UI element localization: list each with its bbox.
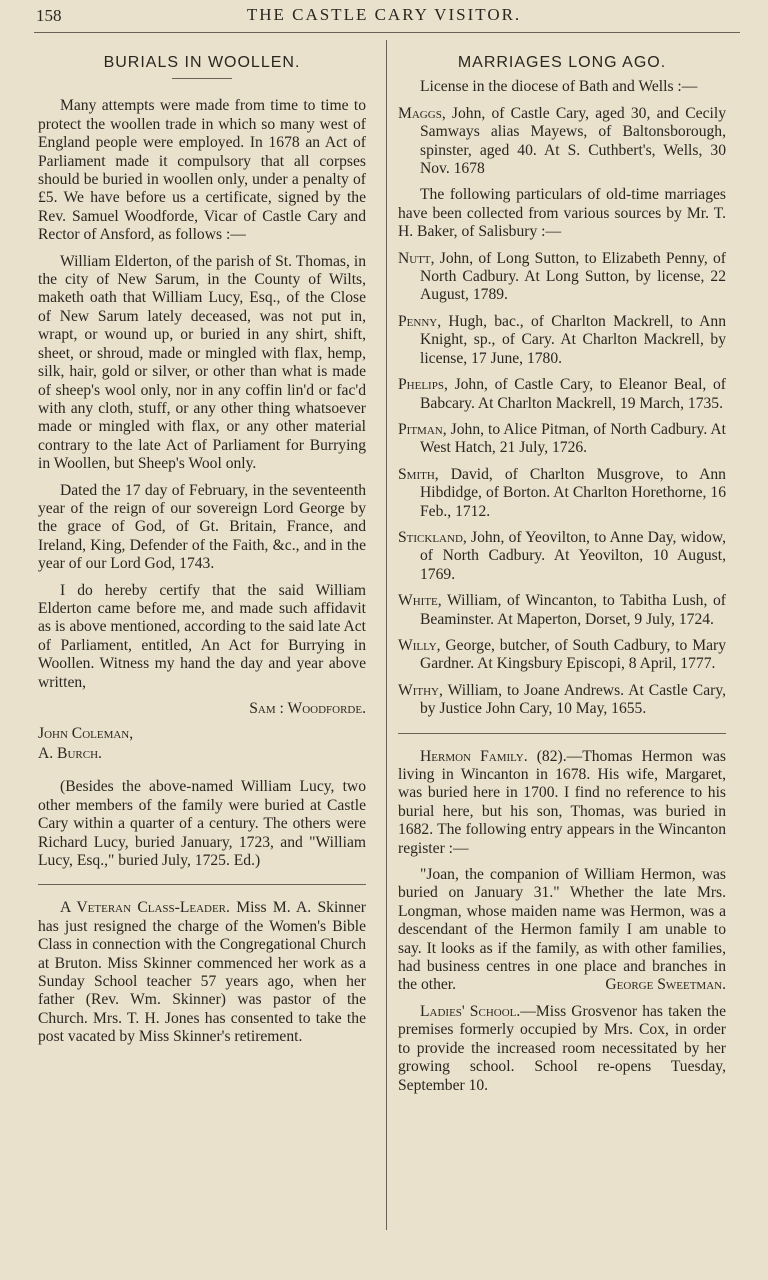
- entry-surname: White,: [398, 592, 442, 610]
- entry-text: David, of Charlton Musgrove, to Ann Hibdidge, of Borton. At Charlton Horethorne, 16 Feb., 1712.: [420, 465, 726, 520]
- entry-text: John, of Castle Cary, aged 30, and Cecily Samways alias Mayews, of Baltonsborough, spinster, aged 40. At S. Cuthbert's, Wells, 30 Nov. 1678: [420, 104, 726, 178]
- veteran-lead: A Veteran Class-Leader.: [60, 899, 230, 917]
- left-column: [38, 40, 366, 1055]
- woodforde-signature: Sam : Woodforde.: [249, 700, 366, 717]
- hermon-text-2: "Joan, the companion of William Hermon, was buried on January 31." Whether the late Mrs. Longman, whose maiden name was Hermon, was a descendant of the Hermon family I am unable to say. It looks as if the family, as with other families, had business centres in one place and branches in the other.: [398, 866, 726, 994]
- running-title: THE CASTLE CARY VISITOR.: [246, 5, 522, 24]
- marriages-intro: License in the diocese of Bath and Wells :—: [420, 78, 698, 96]
- marriage-entry: [398, 466, 726, 521]
- page-number: 158: [36, 6, 62, 25]
- hermon-paragraph-2: [398, 866, 726, 995]
- sweetman-signature: George Sweetman.: [605, 976, 726, 994]
- witness-burch: A. Burch.: [38, 745, 102, 763]
- entry-text: William, of Wincanton, to Tabitha Lush, of Beaminster. At Maperton, Dorset, 9 July, 1724.: [420, 592, 726, 628]
- marriage-entry: [398, 313, 726, 368]
- burials-oath: William Elderton, of the parish of St. Thomas, in the city of New Sarum, in the County of Wilts, maketh oath that William Lucy, Esq., of the Close of New Sarum lately deceased, was not put in, wrapt, or wound up, or buried in any shirt, shift, sheet, or shroud, made or mingled with flax, hemp, silk, hair, gold or silver, or other than what is made of sheep's wool only, nor in any coffin lin'd or fac'd with any cloth, stuff, or any other thing whatsoever made or mingled with flax, or any other material contrary to the late Act of Parliament for Burrying in Woollen, but Sheep's Wool only.: [38, 252, 366, 473]
- marriage-entry: [398, 250, 726, 305]
- entry-text: John, of Castle Cary, to Eleanor Beal, of Babcary. At Charlton Mackrell, 19 March, 1735.: [420, 376, 727, 412]
- entry-text: John, to Alice Pitman, of North Cadbury. At West Hatch, 21 July, 1726.: [420, 420, 726, 457]
- entry-surname: Smith,: [398, 465, 439, 483]
- veteran-paragraph: [38, 899, 366, 1046]
- editor-note: (Besides the above-named William Lucy, two other members of the family were buried at Castle Cary within a quarter of a century. The others were Richard Lucy, buried January, 1723, and "William Lucy, Esq.," buried July, 1725. Ed.): [38, 778, 366, 870]
- entry-surname: Willy,: [398, 636, 441, 654]
- ladies-lead: Ladies' School.: [420, 1002, 521, 1020]
- hermon-text: (82).—Thomas Hermon was living in Wincanton in 1678. His wife, Margaret, was buried here in 1700. I find no reference to his burial here, but his son, Thomas, was buried in 1682. The following entry appears in the Wincanton register :—: [398, 747, 727, 857]
- heading-ornament-rule: [172, 78, 232, 79]
- veteran-text: Miss M. A. Skinner has just resigned the charge of the Women's Bible Class in connection with the Congregational Church at Bruton. Miss Skinner commenced her work as a Sunday School teacher 57 years ago, when her father (Rev. Wm. Skinner) was pastor of the Church. Mrs. T. H. Jones has consented to take the post vacated by Miss Skinner's retirement.: [38, 899, 366, 1046]
- entry-surname: Stickland,: [398, 528, 467, 546]
- marriage-entry: [398, 529, 726, 584]
- witness-coleman: John Coleman,: [38, 725, 134, 743]
- column-divider: [386, 40, 387, 1230]
- right-column: [398, 40, 726, 1103]
- entry-surname: Pitman,: [398, 420, 447, 438]
- entry-surname: Phelips,: [398, 376, 448, 394]
- entry-text: John, of Yeovilton, to Anne Day, widow, of North Cadbury. At Yeovilton, 10 August, 1769.: [420, 528, 726, 583]
- marriage-entry: [398, 592, 726, 629]
- marriage-entry: [398, 637, 726, 674]
- entry-text: John, of Long Sutton, to Elizabeth Penny, of North Cadbury. At Long Sutton, by license, 22 August, 1789.: [420, 249, 726, 304]
- ladies-paragraph: [398, 1003, 726, 1095]
- entry-surname: Maggs,: [398, 104, 446, 122]
- marriages-particulars: The following particulars of old-time marriages have been collected from various sources by Mr. T. H. Baker, of Salisbury :—: [398, 186, 726, 241]
- entry-surname: Penny,: [398, 312, 442, 330]
- entry-text: Hugh, bac., of Charlton Mackrell, to Ann Knight, sp., of Cary. At Charlton Mackrell, by license, 17 June, 1780.: [420, 312, 726, 367]
- burials-heading: BURIALS IN WOOLLEN.: [103, 54, 301, 71]
- marriage-entry: [398, 376, 726, 413]
- marriage-entry-maggs: [398, 105, 726, 179]
- section-rule: [398, 733, 726, 734]
- burials-dated: Dated the 17 day of February, in the seventeenth year of the reign of our sovereign Lord George by the grace of God, of Gt. Britain, France, and Ireland, King, Defender of the Faith, &c., and in the year of our Lord God, 1743.: [38, 481, 366, 573]
- entry-text: George, butcher, of South Cadbury, to Mary Gardner. At Kingsbury Episcopi, 8 April, 1777.: [420, 636, 726, 673]
- burials-intro: Many attempts were made from time to time to protect the woollen trade in which so many west of England people were employed. In 1678 an Act of Parliament made it compulsory that all corpses should be buried in woollen only, under a penalty of £5. We have before us a certificate, signed by the Rev. Samuel Woodforde, Vicar of Castle Cary and Rector of Ansford, as follows :—: [38, 97, 366, 244]
- burials-certify: I do hereby certify that the said William Elderton came before me, and made such affidavit as is above mentioned, according to the said late Act of Parliament, entitled, An Act for Burrying in Woollen. Witness my hand the day and year above written,: [38, 581, 366, 691]
- header-rule: [34, 32, 740, 33]
- entry-surname: Nutt,: [398, 249, 435, 267]
- section-rule: [38, 884, 366, 885]
- marriage-entry: [398, 421, 726, 458]
- marriage-entry: [398, 682, 726, 719]
- hermon-lead: Hermon Family.: [420, 747, 528, 765]
- ladies-text: —Miss Grosvenor has taken the premises formerly occupied by Mrs. Cox, in order to provide the increased room necessitated by her growing school. School re-opens Tuesday, September 10.: [398, 1002, 726, 1094]
- entry-surname: Withy,: [398, 681, 443, 699]
- entry-text: William, to Joane Andrews. At Castle Cary, by Justice John Cary, 10 May, 1655.: [420, 681, 727, 718]
- hermon-paragraph: [398, 748, 726, 858]
- marriages-heading: MARRIAGES LONG AGO.: [457, 54, 667, 71]
